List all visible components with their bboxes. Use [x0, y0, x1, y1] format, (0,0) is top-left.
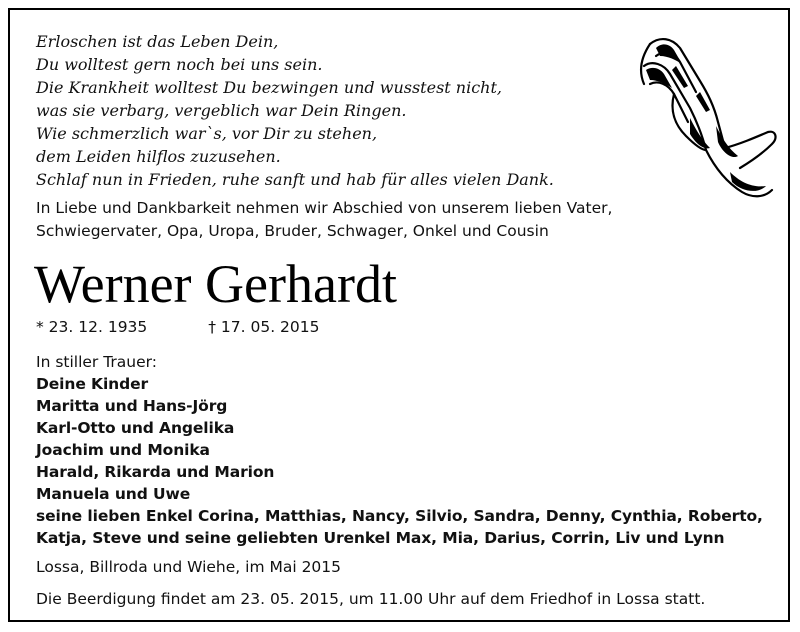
deceased-name: Werner Gerhardt [34, 254, 397, 314]
birth-date: * 23. 12. 1935 [36, 318, 148, 336]
poem-line: Schlaf nun in Frieden, ruhe sanft und hab für alles vielen Dank. [36, 170, 554, 189]
mourner-line: Joachim und Monika [36, 441, 210, 459]
mourner-line: Maritta und Hans-Jörg [36, 397, 228, 415]
mourner-line: Katja, Steve und seine geliebten Urenkel Max, Mia, Darius, Corrin, Liv und Lynn [36, 529, 725, 547]
poem [36, 30, 616, 191]
mourner-line: Deine Kinder [36, 375, 149, 393]
obituary-card [8, 8, 790, 622]
poem-line: Du wolltest gern noch bei uns sein. [36, 55, 323, 74]
funeral-notice: Die Beerdigung findet am 23. 05. 2015, um 11.00 Uhr auf dem Friedhof in Lossa statt. [36, 590, 706, 608]
death-date: † 17. 05. 2015 [208, 318, 320, 336]
intro-line: In Liebe und Dankbarkeit nehmen wir Abschied von unserem lieben Vater, [36, 199, 613, 217]
poem-line: was sie verbarg, vergeblich war Dein Ringen. [36, 101, 407, 120]
mourners-list [36, 351, 781, 549]
mourner-line: Manuela und Uwe [36, 485, 191, 503]
mourners-lead: In stiller Trauer: [36, 353, 157, 371]
poem-line: Erloschen ist das Leben Dein, [36, 32, 279, 51]
poem-line: Wie schmerzlich war`s, vor Dir zu stehen, [36, 124, 378, 143]
poem-line: Die Krankheit wolltest Du bezwingen und wusstest nicht, [36, 78, 502, 97]
intro-line: Schwiegervater, Opa, Uropa, Bruder, Schwager, Onkel und Cousin [36, 222, 549, 240]
life-dates [36, 316, 320, 338]
mourner-line: seine lieben Enkel Corina, Matthias, Nancy, Silvio, Sandra, Denny, Cynthia, Roberto, [36, 507, 763, 525]
intro-text [36, 197, 776, 243]
place-date: Lossa, Billroda und Wiehe, im Mai 2015 [36, 558, 342, 576]
poem-line: dem Leiden hilflos zuzusehen. [36, 147, 281, 166]
mourner-line: Karl-Otto und Angelika [36, 419, 235, 437]
mourner-line: Harald, Rikarda und Marion [36, 463, 275, 481]
praying-hands-icon [630, 26, 780, 206]
